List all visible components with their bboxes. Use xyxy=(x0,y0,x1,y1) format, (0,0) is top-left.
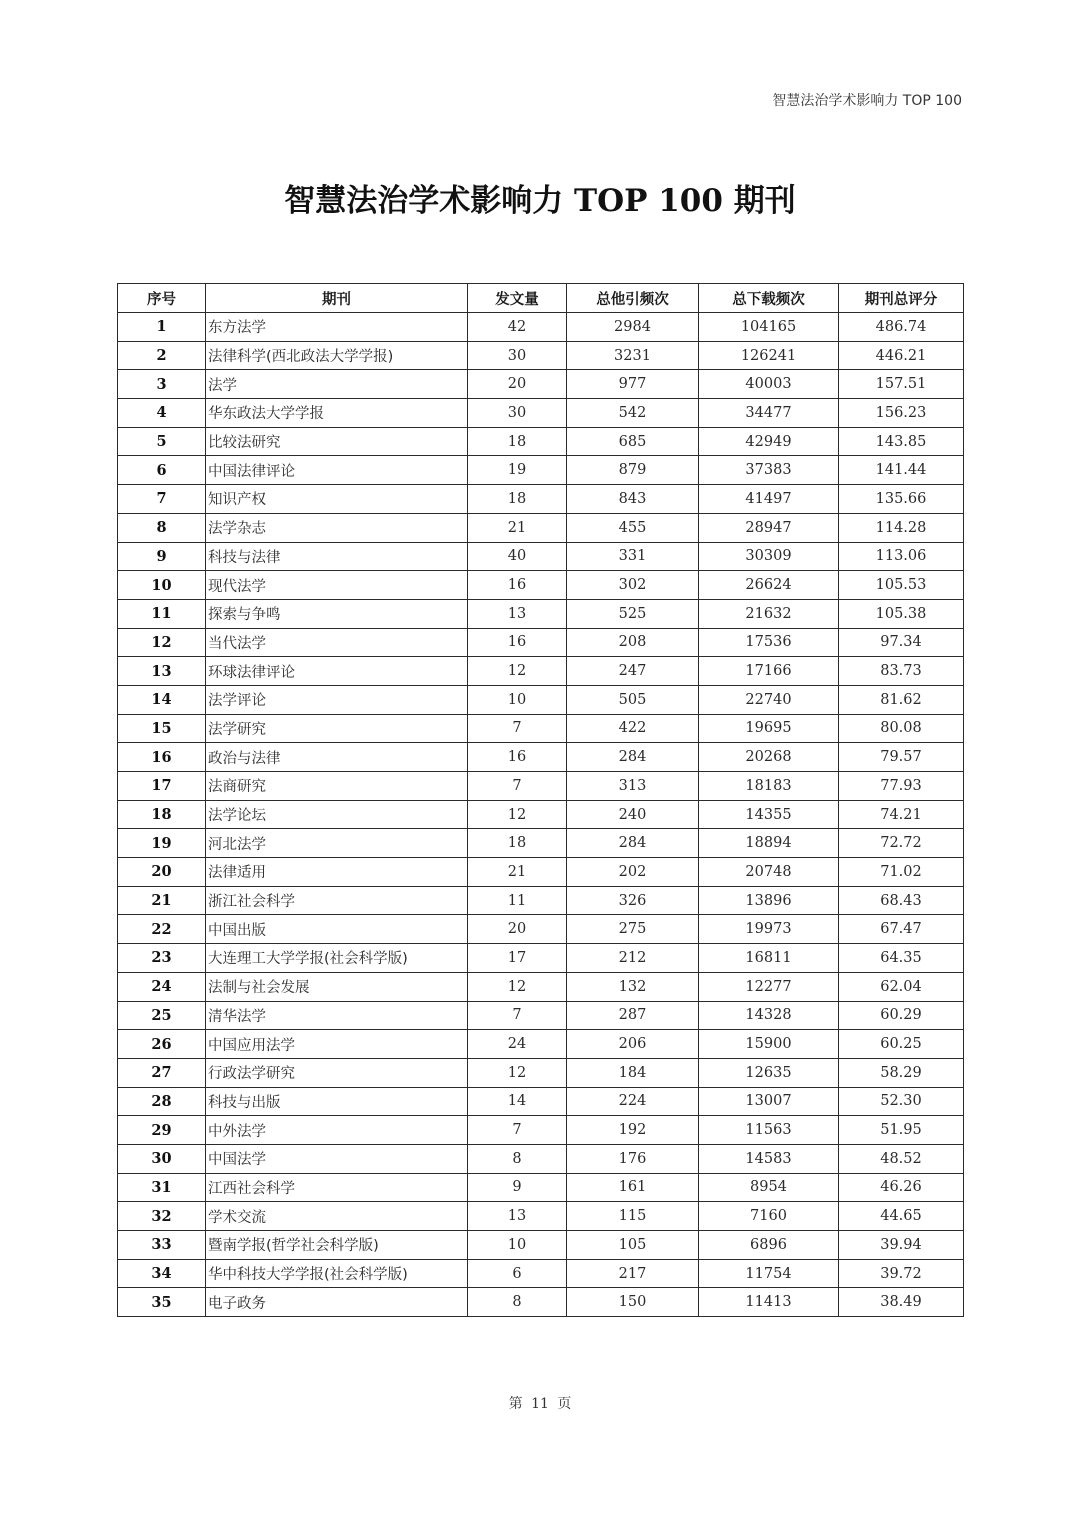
cell-total-score: 97.34 xyxy=(839,628,964,657)
cell-download-count: 7160 xyxy=(699,1202,839,1231)
cell-citation-count: 115 xyxy=(567,1202,699,1231)
cell-citation-count: 302 xyxy=(567,571,699,600)
table-header-row xyxy=(118,284,964,313)
cell-citation-count: 977 xyxy=(567,370,699,399)
cell-citation-count: 284 xyxy=(567,743,699,772)
cell-total-score: 44.65 xyxy=(839,1202,964,1231)
cell-journal-name: 中国法律评论 xyxy=(206,456,468,485)
cell-article-count: 21 xyxy=(468,858,567,887)
cell-total-score: 62.04 xyxy=(839,972,964,1001)
running-header: 智慧法治学术影响力 TOP 100 xyxy=(772,93,962,109)
cell-article-count: 40 xyxy=(468,542,567,571)
cell-journal-name: 政治与法律 xyxy=(206,743,468,772)
cell-journal-name: 法学评论 xyxy=(206,685,468,714)
cell-article-count: 13 xyxy=(468,599,567,628)
cell-journal-name: 行政法学研究 xyxy=(206,1058,468,1087)
cell-rank: 35 xyxy=(118,1288,206,1317)
table-row xyxy=(118,685,964,714)
cell-article-count: 12 xyxy=(468,800,567,829)
cell-journal-name: 当代法学 xyxy=(206,628,468,657)
cell-total-score: 39.72 xyxy=(839,1259,964,1288)
cell-citation-count: 422 xyxy=(567,714,699,743)
cell-article-count: 30 xyxy=(468,399,567,428)
cell-article-count: 17 xyxy=(468,944,567,973)
cell-citation-count: 192 xyxy=(567,1116,699,1145)
cell-citation-count: 105 xyxy=(567,1231,699,1260)
cell-rank: 21 xyxy=(118,886,206,915)
cell-total-score: 157.51 xyxy=(839,370,964,399)
cell-download-count: 6896 xyxy=(699,1231,839,1260)
table-row xyxy=(118,657,964,686)
cell-journal-name: 法学论坛 xyxy=(206,800,468,829)
cell-download-count: 126241 xyxy=(699,341,839,370)
cell-total-score: 71.02 xyxy=(839,858,964,887)
cell-journal-name: 科技与出版 xyxy=(206,1087,468,1116)
table-row xyxy=(118,427,964,456)
cell-rank: 19 xyxy=(118,829,206,858)
cell-rank: 29 xyxy=(118,1116,206,1145)
column-header-downloads: 总下载频次 xyxy=(699,284,839,313)
cell-total-score: 135.66 xyxy=(839,485,964,514)
cell-download-count: 40003 xyxy=(699,370,839,399)
cell-journal-name: 法律适用 xyxy=(206,858,468,887)
cell-download-count: 18894 xyxy=(699,829,839,858)
cell-citation-count: 132 xyxy=(567,972,699,1001)
cell-total-score: 72.72 xyxy=(839,829,964,858)
cell-rank: 1 xyxy=(118,313,206,342)
cell-citation-count: 240 xyxy=(567,800,699,829)
cell-citation-count: 202 xyxy=(567,858,699,887)
table-row xyxy=(118,628,964,657)
cell-citation-count: 184 xyxy=(567,1058,699,1087)
cell-citation-count: 2984 xyxy=(567,313,699,342)
cell-download-count: 22740 xyxy=(699,685,839,714)
cell-journal-name: 中外法学 xyxy=(206,1116,468,1145)
cell-citation-count: 879 xyxy=(567,456,699,485)
cell-rank: 10 xyxy=(118,571,206,600)
cell-download-count: 11413 xyxy=(699,1288,839,1317)
cell-article-count: 13 xyxy=(468,1202,567,1231)
cell-journal-name: 华中科技大学学报(社会科学版) xyxy=(206,1259,468,1288)
cell-citation-count: 161 xyxy=(567,1173,699,1202)
cell-journal-name: 暨南学报(哲学社会科学版) xyxy=(206,1231,468,1260)
cell-journal-name: 浙江社会科学 xyxy=(206,886,468,915)
cell-download-count: 34477 xyxy=(699,399,839,428)
cell-total-score: 51.95 xyxy=(839,1116,964,1145)
cell-total-score: 77.93 xyxy=(839,772,964,801)
cell-citation-count: 542 xyxy=(567,399,699,428)
cell-rank: 6 xyxy=(118,456,206,485)
cell-rank: 16 xyxy=(118,743,206,772)
cell-rank: 5 xyxy=(118,427,206,456)
table-row xyxy=(118,542,964,571)
cell-journal-name: 法律科学(西北政法大学学报) xyxy=(206,341,468,370)
cell-rank: 17 xyxy=(118,772,206,801)
cell-journal-name: 探索与争鸣 xyxy=(206,599,468,628)
cell-article-count: 20 xyxy=(468,915,567,944)
cell-article-count: 14 xyxy=(468,1087,567,1116)
cell-download-count: 37383 xyxy=(699,456,839,485)
cell-citation-count: 3231 xyxy=(567,341,699,370)
cell-total-score: 113.06 xyxy=(839,542,964,571)
cell-download-count: 21632 xyxy=(699,599,839,628)
cell-download-count: 104165 xyxy=(699,313,839,342)
cell-download-count: 28947 xyxy=(699,513,839,542)
cell-article-count: 10 xyxy=(468,1231,567,1260)
cell-journal-name: 电子政务 xyxy=(206,1288,468,1317)
cell-rank: 27 xyxy=(118,1058,206,1087)
cell-download-count: 18183 xyxy=(699,772,839,801)
cell-citation-count: 313 xyxy=(567,772,699,801)
cell-total-score: 156.23 xyxy=(839,399,964,428)
cell-article-count: 16 xyxy=(468,571,567,600)
column-header-articles: 发文量 xyxy=(468,284,567,313)
cell-total-score: 52.30 xyxy=(839,1087,964,1116)
cell-journal-name: 华东政法大学学报 xyxy=(206,399,468,428)
cell-total-score: 143.85 xyxy=(839,427,964,456)
cell-total-score: 60.25 xyxy=(839,1030,964,1059)
table-row xyxy=(118,886,964,915)
cell-download-count: 17536 xyxy=(699,628,839,657)
table-row xyxy=(118,1144,964,1173)
cell-journal-name: 江西社会科学 xyxy=(206,1173,468,1202)
cell-article-count: 8 xyxy=(468,1288,567,1317)
cell-article-count: 30 xyxy=(468,341,567,370)
cell-journal-name: 法商研究 xyxy=(206,772,468,801)
journal-ranking-table xyxy=(117,283,964,1317)
cell-journal-name: 科技与法律 xyxy=(206,542,468,571)
cell-article-count: 18 xyxy=(468,829,567,858)
table-body xyxy=(118,313,964,1317)
cell-article-count: 10 xyxy=(468,685,567,714)
page-number: 第 11 页 xyxy=(508,1396,572,1412)
cell-rank: 23 xyxy=(118,944,206,973)
cell-total-score: 46.26 xyxy=(839,1173,964,1202)
cell-article-count: 16 xyxy=(468,743,567,772)
cell-total-score: 38.49 xyxy=(839,1288,964,1317)
cell-download-count: 19695 xyxy=(699,714,839,743)
cell-rank: 8 xyxy=(118,513,206,542)
cell-total-score: 486.74 xyxy=(839,313,964,342)
cell-citation-count: 208 xyxy=(567,628,699,657)
cell-rank: 3 xyxy=(118,370,206,399)
cell-total-score: 64.35 xyxy=(839,944,964,973)
cell-citation-count: 275 xyxy=(567,915,699,944)
cell-article-count: 42 xyxy=(468,313,567,342)
cell-journal-name: 比较法研究 xyxy=(206,427,468,456)
cell-download-count: 26624 xyxy=(699,571,839,600)
cell-download-count: 14355 xyxy=(699,800,839,829)
cell-citation-count: 843 xyxy=(567,485,699,514)
cell-download-count: 30309 xyxy=(699,542,839,571)
cell-citation-count: 326 xyxy=(567,886,699,915)
table-row xyxy=(118,944,964,973)
cell-rank: 11 xyxy=(118,599,206,628)
cell-download-count: 14583 xyxy=(699,1144,839,1173)
cell-download-count: 19973 xyxy=(699,915,839,944)
cell-article-count: 12 xyxy=(468,972,567,1001)
table-row xyxy=(118,456,964,485)
column-header-rank: 序号 xyxy=(118,284,206,313)
table-row xyxy=(118,1001,964,1030)
cell-article-count: 21 xyxy=(468,513,567,542)
table-row xyxy=(118,714,964,743)
cell-download-count: 42949 xyxy=(699,427,839,456)
cell-total-score: 39.94 xyxy=(839,1231,964,1260)
cell-article-count: 8 xyxy=(468,1144,567,1173)
table-row xyxy=(118,1173,964,1202)
cell-download-count: 8954 xyxy=(699,1173,839,1202)
table-row xyxy=(118,370,964,399)
table-row xyxy=(118,772,964,801)
cell-download-count: 11754 xyxy=(699,1259,839,1288)
cell-journal-name: 清华法学 xyxy=(206,1001,468,1030)
cell-citation-count: 176 xyxy=(567,1144,699,1173)
table-row xyxy=(118,743,964,772)
cell-download-count: 41497 xyxy=(699,485,839,514)
cell-total-score: 114.28 xyxy=(839,513,964,542)
table-row xyxy=(118,399,964,428)
table-row xyxy=(118,915,964,944)
column-header-score: 期刊总评分 xyxy=(839,284,964,313)
cell-article-count: 11 xyxy=(468,886,567,915)
cell-rank: 2 xyxy=(118,341,206,370)
cell-rank: 22 xyxy=(118,915,206,944)
cell-total-score: 68.43 xyxy=(839,886,964,915)
cell-rank: 25 xyxy=(118,1001,206,1030)
cell-article-count: 19 xyxy=(468,456,567,485)
cell-journal-name: 中国法学 xyxy=(206,1144,468,1173)
cell-citation-count: 284 xyxy=(567,829,699,858)
cell-article-count: 7 xyxy=(468,772,567,801)
cell-journal-name: 法制与社会发展 xyxy=(206,972,468,1001)
column-header-journal: 期刊 xyxy=(206,284,468,313)
cell-article-count: 18 xyxy=(468,485,567,514)
table-row xyxy=(118,599,964,628)
table-row xyxy=(118,1087,964,1116)
cell-rank: 4 xyxy=(118,399,206,428)
cell-citation-count: 206 xyxy=(567,1030,699,1059)
cell-rank: 24 xyxy=(118,972,206,1001)
cell-journal-name: 中国出版 xyxy=(206,915,468,944)
cell-total-score: 446.21 xyxy=(839,341,964,370)
cell-download-count: 12635 xyxy=(699,1058,839,1087)
table-row xyxy=(118,513,964,542)
cell-article-count: 18 xyxy=(468,427,567,456)
cell-total-score: 80.08 xyxy=(839,714,964,743)
cell-article-count: 6 xyxy=(468,1259,567,1288)
cell-rank: 12 xyxy=(118,628,206,657)
cell-journal-name: 中国应用法学 xyxy=(206,1030,468,1059)
cell-citation-count: 287 xyxy=(567,1001,699,1030)
cell-rank: 34 xyxy=(118,1259,206,1288)
cell-total-score: 67.47 xyxy=(839,915,964,944)
cell-rank: 15 xyxy=(118,714,206,743)
cell-article-count: 7 xyxy=(468,714,567,743)
cell-citation-count: 217 xyxy=(567,1259,699,1288)
table-row xyxy=(118,1116,964,1145)
cell-citation-count: 331 xyxy=(567,542,699,571)
cell-rank: 31 xyxy=(118,1173,206,1202)
cell-rank: 33 xyxy=(118,1231,206,1260)
cell-total-score: 60.29 xyxy=(839,1001,964,1030)
cell-download-count: 16811 xyxy=(699,944,839,973)
table-row xyxy=(118,1288,964,1317)
cell-article-count: 12 xyxy=(468,657,567,686)
cell-journal-name: 环球法律评论 xyxy=(206,657,468,686)
cell-total-score: 81.62 xyxy=(839,685,964,714)
cell-download-count: 15900 xyxy=(699,1030,839,1059)
cell-article-count: 7 xyxy=(468,1001,567,1030)
cell-rank: 30 xyxy=(118,1144,206,1173)
cell-download-count: 20748 xyxy=(699,858,839,887)
cell-citation-count: 224 xyxy=(567,1087,699,1116)
cell-article-count: 24 xyxy=(468,1030,567,1059)
cell-citation-count: 212 xyxy=(567,944,699,973)
cell-citation-count: 247 xyxy=(567,657,699,686)
cell-total-score: 141.44 xyxy=(839,456,964,485)
cell-download-count: 17166 xyxy=(699,657,839,686)
cell-citation-count: 150 xyxy=(567,1288,699,1317)
cell-download-count: 13007 xyxy=(699,1087,839,1116)
table-row xyxy=(118,313,964,342)
column-header-citations: 总他引频次 xyxy=(567,284,699,313)
cell-rank: 32 xyxy=(118,1202,206,1231)
cell-citation-count: 505 xyxy=(567,685,699,714)
cell-download-count: 11563 xyxy=(699,1116,839,1145)
cell-article-count: 16 xyxy=(468,628,567,657)
cell-journal-name: 东方法学 xyxy=(206,313,468,342)
cell-journal-name: 学术交流 xyxy=(206,1202,468,1231)
table-row xyxy=(118,485,964,514)
table-row xyxy=(118,1058,964,1087)
cell-rank: 14 xyxy=(118,685,206,714)
cell-citation-count: 455 xyxy=(567,513,699,542)
cell-article-count: 12 xyxy=(468,1058,567,1087)
cell-rank: 13 xyxy=(118,657,206,686)
cell-rank: 20 xyxy=(118,858,206,887)
cell-total-score: 58.29 xyxy=(839,1058,964,1087)
cell-citation-count: 685 xyxy=(567,427,699,456)
cell-journal-name: 法学 xyxy=(206,370,468,399)
cell-rank: 18 xyxy=(118,800,206,829)
table-row xyxy=(118,1202,964,1231)
cell-rank: 9 xyxy=(118,542,206,571)
cell-total-score: 105.38 xyxy=(839,599,964,628)
table-row xyxy=(118,858,964,887)
cell-rank: 7 xyxy=(118,485,206,514)
table-row xyxy=(118,341,964,370)
cell-total-score: 48.52 xyxy=(839,1144,964,1173)
table-row xyxy=(118,800,964,829)
cell-total-score: 79.57 xyxy=(839,743,964,772)
cell-total-score: 74.21 xyxy=(839,800,964,829)
table-row xyxy=(118,1259,964,1288)
cell-total-score: 83.73 xyxy=(839,657,964,686)
table-row xyxy=(118,1030,964,1059)
table-row xyxy=(118,972,964,1001)
cell-rank: 28 xyxy=(118,1087,206,1116)
table-row xyxy=(118,829,964,858)
cell-download-count: 14328 xyxy=(699,1001,839,1030)
cell-journal-name: 知识产权 xyxy=(206,485,468,514)
cell-citation-count: 525 xyxy=(567,599,699,628)
cell-article-count: 9 xyxy=(468,1173,567,1202)
document-title: 智慧法治学术影响力 TOP 100 期刊 xyxy=(284,183,796,219)
cell-article-count: 20 xyxy=(468,370,567,399)
cell-article-count: 7 xyxy=(468,1116,567,1145)
cell-journal-name: 大连理工大学学报(社会科学版) xyxy=(206,944,468,973)
cell-journal-name: 河北法学 xyxy=(206,829,468,858)
table-row xyxy=(118,571,964,600)
cell-journal-name: 法学杂志 xyxy=(206,513,468,542)
cell-download-count: 12277 xyxy=(699,972,839,1001)
cell-journal-name: 现代法学 xyxy=(206,571,468,600)
table-row xyxy=(118,1231,964,1260)
cell-rank: 26 xyxy=(118,1030,206,1059)
cell-total-score: 105.53 xyxy=(839,571,964,600)
cell-download-count: 20268 xyxy=(699,743,839,772)
cell-journal-name: 法学研究 xyxy=(206,714,468,743)
cell-download-count: 13896 xyxy=(699,886,839,915)
